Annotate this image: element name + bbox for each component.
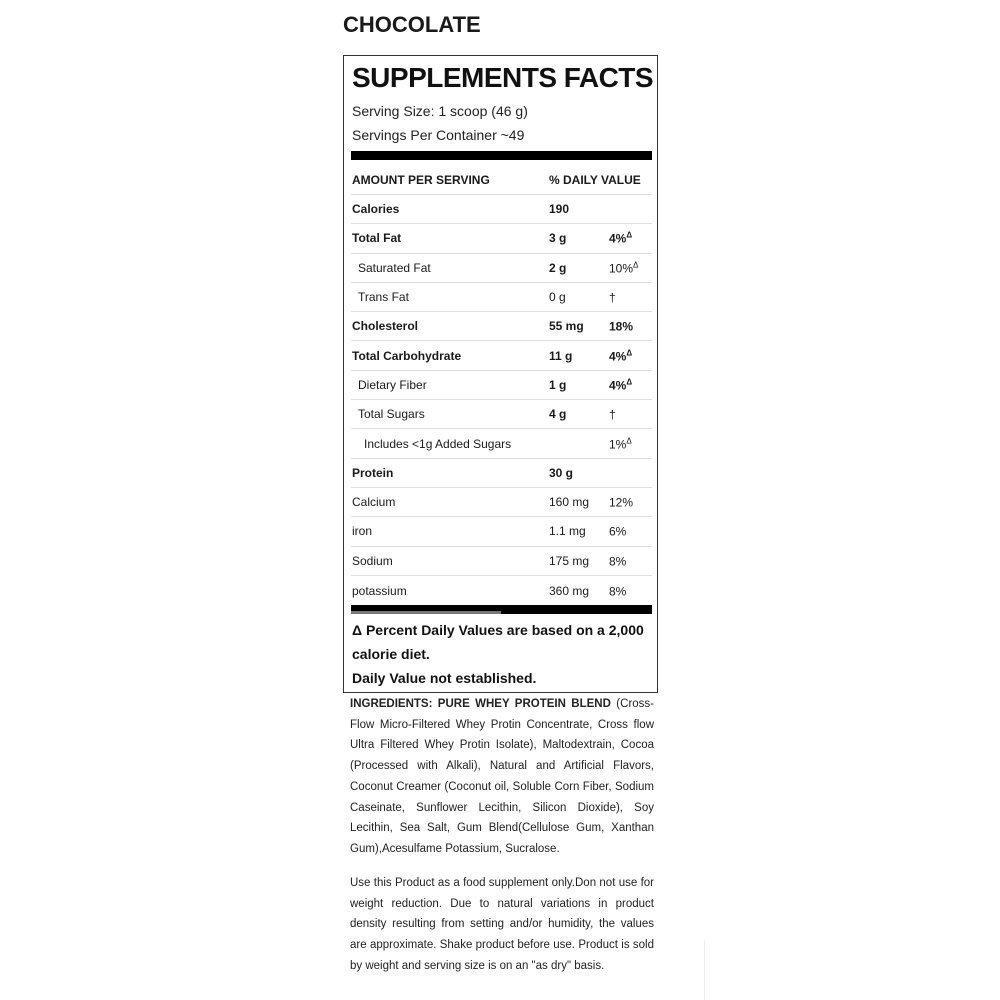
nutrient-daily-value bbox=[609, 348, 632, 363]
nutrient-amount: 190 bbox=[549, 202, 570, 217]
nutrient-name: Sodium bbox=[352, 553, 393, 568]
footnote-daily-values: Δ Percent Daily Values are based on a 2,000 calorie diet. bbox=[352, 622, 644, 662]
nutrient-name: Dietary Fiber bbox=[358, 377, 427, 392]
footnote-not-established: Daily Value not established. bbox=[352, 670, 537, 686]
supplement-facts-panel bbox=[343, 55, 658, 693]
footnotes bbox=[352, 618, 652, 690]
daily-value-text: 18% bbox=[609, 319, 634, 334]
nutrient-row bbox=[351, 400, 652, 429]
nutrient-name: Total Fat bbox=[352, 231, 402, 246]
divider-line bbox=[704, 940, 705, 1000]
daily-value-text: 6% bbox=[609, 524, 627, 539]
nutrient-daily-value bbox=[609, 524, 626, 539]
nutrient-row bbox=[351, 429, 652, 458]
daily-value-text: 4% bbox=[609, 349, 627, 364]
nutrient-row bbox=[351, 224, 652, 253]
nutrient-row bbox=[351, 488, 652, 517]
nutrient-amount: 4 g bbox=[549, 407, 567, 422]
header-amount: AMOUNT PER SERVING bbox=[352, 173, 490, 187]
nutrient-row bbox=[351, 576, 652, 605]
usage-text: Use this Product as a food supplement only.Don not use for weight reduction. Due to natural variations in product density resulting from setting and/or humidity, the values are approximate. Shake product before use. Product is sold by weight and serving size is on an "as dry" basis. bbox=[350, 877, 654, 972]
daily-value-text: 4% bbox=[609, 231, 627, 246]
nutrient-amount: 55 mg bbox=[549, 319, 584, 334]
daily-value-text: † bbox=[609, 407, 616, 422]
daily-value-text: 8% bbox=[609, 584, 627, 598]
nutrient-daily-value bbox=[609, 260, 638, 275]
nutrient-daily-value bbox=[609, 495, 633, 510]
nutrient-daily-value bbox=[609, 377, 632, 392]
nutrient-name: Total Sugars bbox=[358, 407, 425, 422]
nutrient-row bbox=[351, 283, 652, 312]
delta-mark: Δ bbox=[626, 436, 632, 446]
nutrient-amount: 175 mg bbox=[549, 553, 590, 568]
thick-divider-top bbox=[351, 151, 652, 160]
nutrient-name: Includes <1g Added Sugars bbox=[364, 436, 512, 451]
nutrient-row bbox=[351, 312, 652, 341]
nutrient-table bbox=[351, 166, 652, 605]
nutrient-amount: 0 g bbox=[549, 290, 566, 305]
nutrient-amount: 2 g bbox=[549, 260, 567, 275]
nutrient-name: Cholesterol bbox=[352, 319, 419, 334]
nutrient-row bbox=[351, 459, 652, 488]
nutrient-amount: 1 g bbox=[549, 377, 567, 392]
daily-value-text: 1% bbox=[609, 437, 627, 452]
daily-value-text: 8% bbox=[609, 554, 627, 569]
nutrient-amount: 11 g bbox=[549, 348, 573, 363]
nutrient-name: Saturated Fat bbox=[358, 260, 431, 275]
nutrient-name: Calcium bbox=[352, 495, 396, 510]
daily-value-text: † bbox=[609, 290, 616, 305]
daily-value-text: 12% bbox=[609, 495, 634, 510]
nutrient-name: potassium bbox=[352, 583, 407, 598]
delta-mark: Δ bbox=[633, 260, 639, 270]
nutrient-row bbox=[351, 547, 652, 576]
nutrient-amount: 30 g bbox=[549, 465, 574, 480]
nutrient-row bbox=[351, 341, 652, 370]
nutrient-daily-value bbox=[609, 231, 632, 246]
nutrient-amount: 160 mg bbox=[549, 495, 590, 510]
thick-divider-bottom bbox=[351, 605, 652, 614]
nutrient-amount: 3 g bbox=[549, 231, 567, 246]
nutrient-row bbox=[351, 195, 652, 224]
nutrient-row bbox=[351, 517, 652, 546]
nutrient-row bbox=[351, 254, 652, 283]
nutrient-amount: 1.1 mg bbox=[549, 524, 586, 539]
nutrient-daily-value bbox=[609, 583, 626, 598]
flavor-title: CHOCOLATE bbox=[343, 12, 481, 37]
servings-per-container: Servings Per Container ~49 bbox=[352, 127, 525, 143]
nutrient-name: Calories bbox=[352, 202, 400, 217]
serving-size: Serving Size: 1 scoop (46 g) bbox=[352, 103, 528, 119]
table-header bbox=[351, 166, 652, 195]
ingredients-lead: INGREDIENTS: PURE WHEY PROTEIN BLEND bbox=[350, 698, 611, 710]
nutrient-name: Protein bbox=[352, 465, 394, 480]
ingredients-text bbox=[350, 694, 654, 860]
ingredients-list: (Cross-Flow Micro-Filtered Whey Protin Concentrate, Cross flow Ultra Filtered Whey Protin Isolate), Maltodextrain, Cocoa (Processed with Alkali), Natural and Artificial Flavors, Coconut Creamer (Coconut oil, Soluble Corn Fiber, Sodium Caseinate, Sunflower Lecithin, Silicon Dioxide), Soy Lecithin, Sea Salt, Gum Blend(Cellulose Gum, Xanthan Gum),Acesulfame Potassium, Sucralose. bbox=[350, 698, 654, 855]
header-daily-value: % DAILY VALUE bbox=[549, 173, 641, 187]
nutrient-name: iron bbox=[352, 524, 373, 539]
delta-mark: Δ bbox=[626, 377, 633, 387]
nutrient-name: Trans Fat bbox=[358, 290, 409, 305]
daily-value-text: 10% bbox=[609, 261, 634, 276]
daily-value-text: 4% bbox=[609, 378, 627, 393]
delta-mark: Δ bbox=[626, 348, 633, 358]
nutrient-daily-value bbox=[609, 290, 616, 305]
nutrient-rows bbox=[351, 195, 652, 605]
panel-title: SUPPLEMENTS FACTS bbox=[352, 62, 654, 93]
nutrient-amount: 360 mg bbox=[549, 583, 590, 598]
nutrient-daily-value bbox=[609, 407, 616, 422]
nutrient-daily-value bbox=[609, 436, 632, 451]
nutrient-row bbox=[351, 371, 652, 400]
nutrient-daily-value bbox=[609, 553, 626, 568]
nutrient-name: Total Carbohydrate bbox=[352, 348, 462, 363]
delta-mark: Δ bbox=[626, 230, 633, 240]
nutrient-daily-value bbox=[609, 319, 633, 334]
